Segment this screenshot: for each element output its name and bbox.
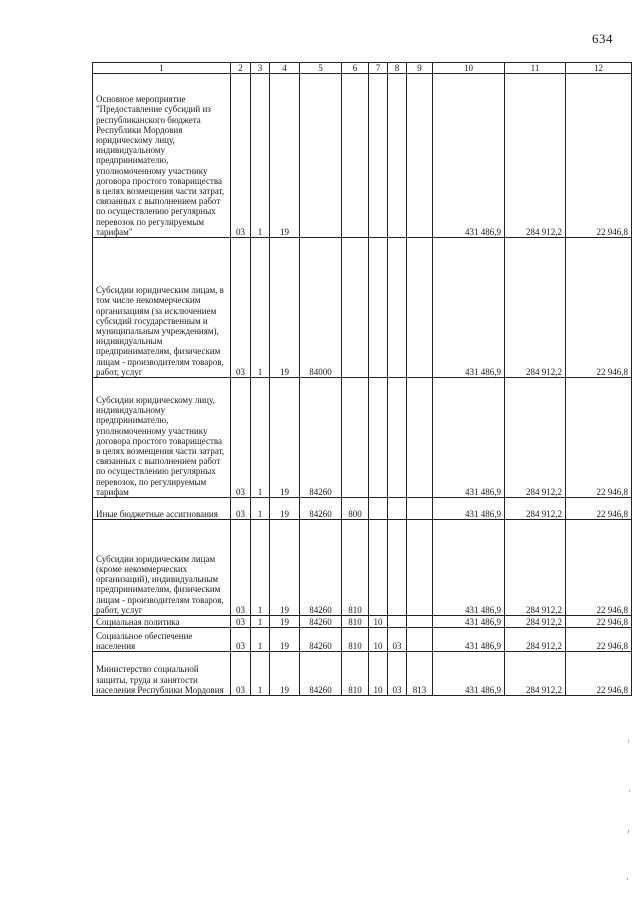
cell-c4: 19: [270, 652, 300, 696]
table-row: [93, 238, 632, 378]
cell-c5: 84260: [300, 628, 342, 652]
column-header: 8: [388, 63, 407, 74]
cell-c3: 1: [251, 616, 270, 628]
cell-c6: 810: [342, 628, 369, 652]
cell-c5: 84260: [300, 616, 342, 628]
table-row: [93, 498, 632, 520]
cell-c2: 03: [231, 498, 251, 520]
table-row: [93, 628, 632, 652]
cell-c4: 19: [270, 238, 300, 378]
cell-c11: 284 912,2: [505, 628, 566, 652]
cell-c2: 03: [231, 378, 251, 498]
column-header: 2: [231, 63, 251, 74]
cell-c12: 22 946,8: [566, 74, 632, 238]
cell-c4: 19: [270, 520, 300, 616]
cell-c2: 03: [231, 74, 251, 238]
table-row: [93, 616, 632, 628]
cell-c6: 800: [342, 498, 369, 520]
cell-c4: 19: [270, 628, 300, 652]
cell-c12: 22 946,8: [566, 238, 632, 378]
table-row: [93, 74, 632, 238]
cell-c7: [369, 498, 388, 520]
cell-c10: 431 486,9: [433, 378, 505, 498]
cell-c9: [407, 520, 433, 616]
cell-c11: 284 912,2: [505, 238, 566, 378]
cell-c2: 03: [231, 652, 251, 696]
cell-c9: [407, 616, 433, 628]
cell-c3: 1: [251, 74, 270, 238]
cell-c3: 1: [251, 520, 270, 616]
cell-c7: 10: [369, 616, 388, 628]
cell-c12: 22 946,8: [566, 520, 632, 616]
scan-speck: [628, 740, 629, 743]
cell-c7: 10: [369, 628, 388, 652]
cell-c6: [342, 378, 369, 498]
cell-c4: 19: [270, 74, 300, 238]
cell-c3: 1: [251, 498, 270, 520]
cell-c5: 84260: [300, 498, 342, 520]
cell-c4: 19: [270, 498, 300, 520]
column-header: 11: [505, 63, 566, 74]
cell-c10: 431 486,9: [433, 520, 505, 616]
cell-c9: [407, 238, 433, 378]
cell-c12: 22 946,8: [566, 498, 632, 520]
cell-c5: [300, 74, 342, 238]
cell-c3: 1: [251, 628, 270, 652]
column-header: 12: [566, 63, 632, 74]
table-row: [93, 520, 632, 616]
page-number: 634: [592, 31, 613, 46]
cell-c11: 284 912,2: [505, 74, 566, 238]
cell-c10: 431 486,9: [433, 498, 505, 520]
column-header: 5: [300, 63, 342, 74]
row-name: Социальная политика: [93, 616, 231, 628]
cell-c6: [342, 74, 369, 238]
cell-c11: 284 912,2: [505, 652, 566, 696]
scan-speck: [629, 790, 630, 792]
scan-speck: [628, 830, 629, 833]
cell-c8: [388, 520, 407, 616]
cell-c3: 1: [251, 238, 270, 378]
cell-c6: 810: [342, 616, 369, 628]
budget-table: [92, 62, 632, 696]
cell-c8: 03: [388, 628, 407, 652]
cell-c6: [342, 238, 369, 378]
table-header-row: [93, 63, 632, 74]
column-header: 10: [433, 63, 505, 74]
cell-c8: [388, 378, 407, 498]
cell-c3: 1: [251, 378, 270, 498]
cell-c2: 03: [231, 238, 251, 378]
cell-c7: [369, 74, 388, 238]
column-header: 7: [369, 63, 388, 74]
row-name: Субсидии юридическим лицам (кроме некоммерческих организаций), индивидуальным предпринимателям, физическим лицам - производителям товаров, работ, услуг: [93, 520, 231, 616]
cell-c10: 431 486,9: [433, 238, 505, 378]
cell-c11: 284 912,2: [505, 520, 566, 616]
cell-c9: [407, 378, 433, 498]
cell-c10: 431 486,9: [433, 628, 505, 652]
column-header: 6: [342, 63, 369, 74]
row-name: Социальное обеспечение населения: [93, 628, 231, 652]
column-header: 1: [93, 63, 231, 74]
cell-c12: 22 946,8: [566, 628, 632, 652]
row-name: Министерство социальной защиты, труда и занятости населения Республики Мордовия: [93, 652, 231, 696]
cell-c11: 284 912,2: [505, 378, 566, 498]
cell-c8: [388, 616, 407, 628]
cell-c6: 810: [342, 652, 369, 696]
cell-c5: 84000: [300, 238, 342, 378]
cell-c11: 284 912,2: [505, 616, 566, 628]
row-name: Иные бюджетные ассигнования: [93, 498, 231, 520]
cell-c7: [369, 238, 388, 378]
cell-c6: 810: [342, 520, 369, 616]
cell-c12: 22 946,8: [566, 652, 632, 696]
cell-c8: [388, 238, 407, 378]
cell-c9: 813: [407, 652, 433, 696]
scan-speck: [627, 878, 628, 880]
cell-c8: [388, 74, 407, 238]
cell-c10: 431 486,9: [433, 74, 505, 238]
cell-c9: [407, 498, 433, 520]
cell-c12: 22 946,8: [566, 378, 632, 498]
cell-c2: 03: [231, 616, 251, 628]
cell-c9: [407, 74, 433, 238]
column-header: 4: [270, 63, 300, 74]
cell-c10: 431 486,9: [433, 652, 505, 696]
column-header: 3: [251, 63, 270, 74]
cell-c8: 03: [388, 652, 407, 696]
cell-c12: 22 946,8: [566, 616, 632, 628]
cell-c9: [407, 628, 433, 652]
column-header: 9: [407, 63, 433, 74]
table-row: [93, 652, 632, 696]
row-name: Субсидии юридическим лицам, в том числе некоммерческим организациям (за исключением субсидий государственным и муниципальным учреждениям), индивидуальным предпринимателям, физическим лицам - производителям товаров, работ, услуг: [93, 238, 231, 378]
cell-c11: 284 912,2: [505, 498, 566, 520]
row-name: Основное мероприятие "Предоставление субсидий из республиканского бюджета Республики Мордовия юридическому лицу, индивидуальному предпринимателю, уполномоченному участнику договора простого товарищества в целях возмещения части затрат, связанных с выполнением работ по осуществлению регулярных перевозок по регулируемым тарифам": [93, 74, 231, 238]
cell-c5: 84260: [300, 520, 342, 616]
cell-c10: 431 486,9: [433, 616, 505, 628]
cell-c5: 84260: [300, 378, 342, 498]
cell-c7: 10: [369, 652, 388, 696]
cell-c5: 84260: [300, 652, 342, 696]
cell-c2: 03: [231, 520, 251, 616]
cell-c4: 19: [270, 378, 300, 498]
cell-c7: [369, 378, 388, 498]
cell-c7: [369, 520, 388, 616]
cell-c3: 1: [251, 652, 270, 696]
cell-c2: 03: [231, 628, 251, 652]
row-name: Субсидии юридическому лицу, индивидуальному предпринимателю, уполномоченному участнику договора простого товарищества в целях возмещения части затрат, связанных с выполнением работ по осуществлению регулярных перевозок, по регулируемым тарифам: [93, 378, 231, 498]
cell-c4: 19: [270, 616, 300, 628]
table-row: [93, 378, 632, 498]
cell-c8: [388, 498, 407, 520]
